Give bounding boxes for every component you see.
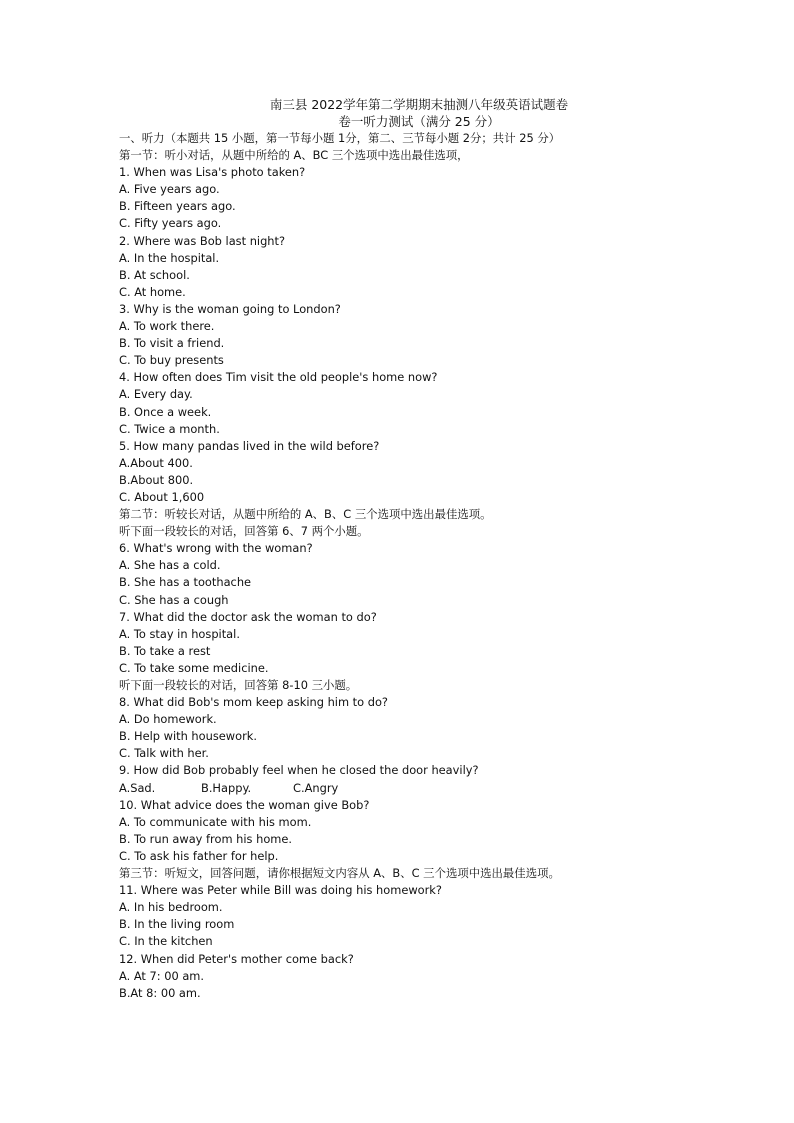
- question-12: 12. When did Peter's mother come back?: [119, 951, 354, 966]
- section2-instruction-2: 听下面一段较长的对话，回答第 8-10 三小题。: [119, 678, 358, 692]
- option-1a: A. Five years ago.: [119, 182, 220, 197]
- exam-subtitle: 卷一听力测试（满分 25 分）: [338, 114, 500, 129]
- option-6a: A. She has a cold.: [119, 558, 221, 573]
- option-7b: B. To take a rest: [119, 643, 211, 658]
- question-8: 8. What did Bob's mom keep asking him to do?: [119, 695, 388, 710]
- option-5b: B.About 800.: [119, 472, 194, 487]
- option-10a: A. To communicate with his mom.: [119, 814, 312, 829]
- section2-heading: 第二节：听较长对话，从题中所给的 A、B、C 三个选项中选出最佳选项。: [119, 507, 492, 522]
- option-8c: C. Talk with her.: [119, 746, 209, 761]
- option-4c: C. Twice a month.: [119, 421, 220, 436]
- question-7: 7. What did the doctor ask the woman to do?: [119, 609, 377, 624]
- option-4a: A. Every day.: [119, 387, 193, 402]
- section2-instruction-1: 听下面一段较长的对话，回答第 6、7 两个小题。: [119, 524, 369, 539]
- option-3a: A. To work there.: [119, 319, 215, 334]
- option-11c: C. In the kitchen: [119, 934, 213, 949]
- option-5a: A.About 400.: [119, 455, 193, 470]
- option-7c: C. To take some medicine.: [119, 660, 269, 675]
- option-5c: C. About 1,600: [119, 489, 205, 504]
- option-2b: B. At school.: [119, 267, 190, 282]
- part-heading: 一、听力（本题共 15 小题，第一节每小题 1分，第二、三节每小题 2分；共计 25 分）: [119, 131, 561, 145]
- exam-page: [119, 96, 679, 1002]
- option-9c: C.Angry: [293, 780, 339, 795]
- option-1b: B. Fifteen years ago.: [119, 199, 236, 214]
- question-5: 5. How many pandas lived in the wild before?: [119, 438, 380, 453]
- question-4: 4. How often does Tim visit the old people's home now?: [119, 370, 438, 385]
- option-11b: B. In the living room: [119, 917, 235, 932]
- option-12b: B.At 8: 00 am.: [119, 985, 201, 1000]
- option-8b: B. Help with housework.: [119, 729, 257, 744]
- option-4b: B. Once a week.: [119, 404, 212, 419]
- option-7a: A. To stay in hospital.: [119, 626, 240, 641]
- option-9b: B.Happy.: [201, 780, 252, 795]
- option-2c: C. At home.: [119, 284, 186, 299]
- option-2a: A. In the hospital.: [119, 250, 220, 265]
- question-11: 11. Where was Peter while Bill was doing his homework?: [119, 883, 442, 898]
- question-1: 1. When was Lisa's photo taken?: [119, 165, 306, 180]
- option-12a: A. At 7: 00 am.: [119, 968, 205, 983]
- option-3c: C. To buy presents: [119, 353, 224, 368]
- options-9: [119, 780, 679, 797]
- question-2: 2. Where was Bob last night?: [119, 233, 286, 248]
- question-10: 10. What advice does the woman give Bob?: [119, 797, 370, 812]
- section1-heading: 第一节：听小对话，从题中所给的 A、BC 三个选项中选出最佳选项，: [119, 148, 469, 163]
- question-3: 3. Why is the woman going to London?: [119, 301, 341, 316]
- question-6: 6. What's wrong with the woman?: [119, 541, 313, 556]
- option-10c: C. To ask his father for help.: [119, 848, 279, 863]
- option-6c: C. She has a cough: [119, 592, 229, 607]
- option-10b: B. To run away from his home.: [119, 831, 293, 846]
- section3-heading: 第三节：听短文，回答问题，请你根据短文内容从 A、B、C 三个选项中选出最佳选项。: [119, 866, 560, 881]
- exam-title: 南三县 2022学年第二学期期末抽测八年级英语试题卷: [269, 97, 569, 112]
- option-11a: A. In his bedroom.: [119, 900, 223, 915]
- option-1c: C. Fifty years ago.: [119, 216, 222, 231]
- option-9a: A.Sad.: [119, 780, 156, 795]
- option-3b: B. To visit a friend.: [119, 336, 225, 351]
- option-8a: A. Do homework.: [119, 712, 217, 727]
- option-6b: B. She has a toothache: [119, 575, 252, 590]
- question-9: 9. How did Bob probably feel when he closed the door heavily?: [119, 763, 479, 778]
